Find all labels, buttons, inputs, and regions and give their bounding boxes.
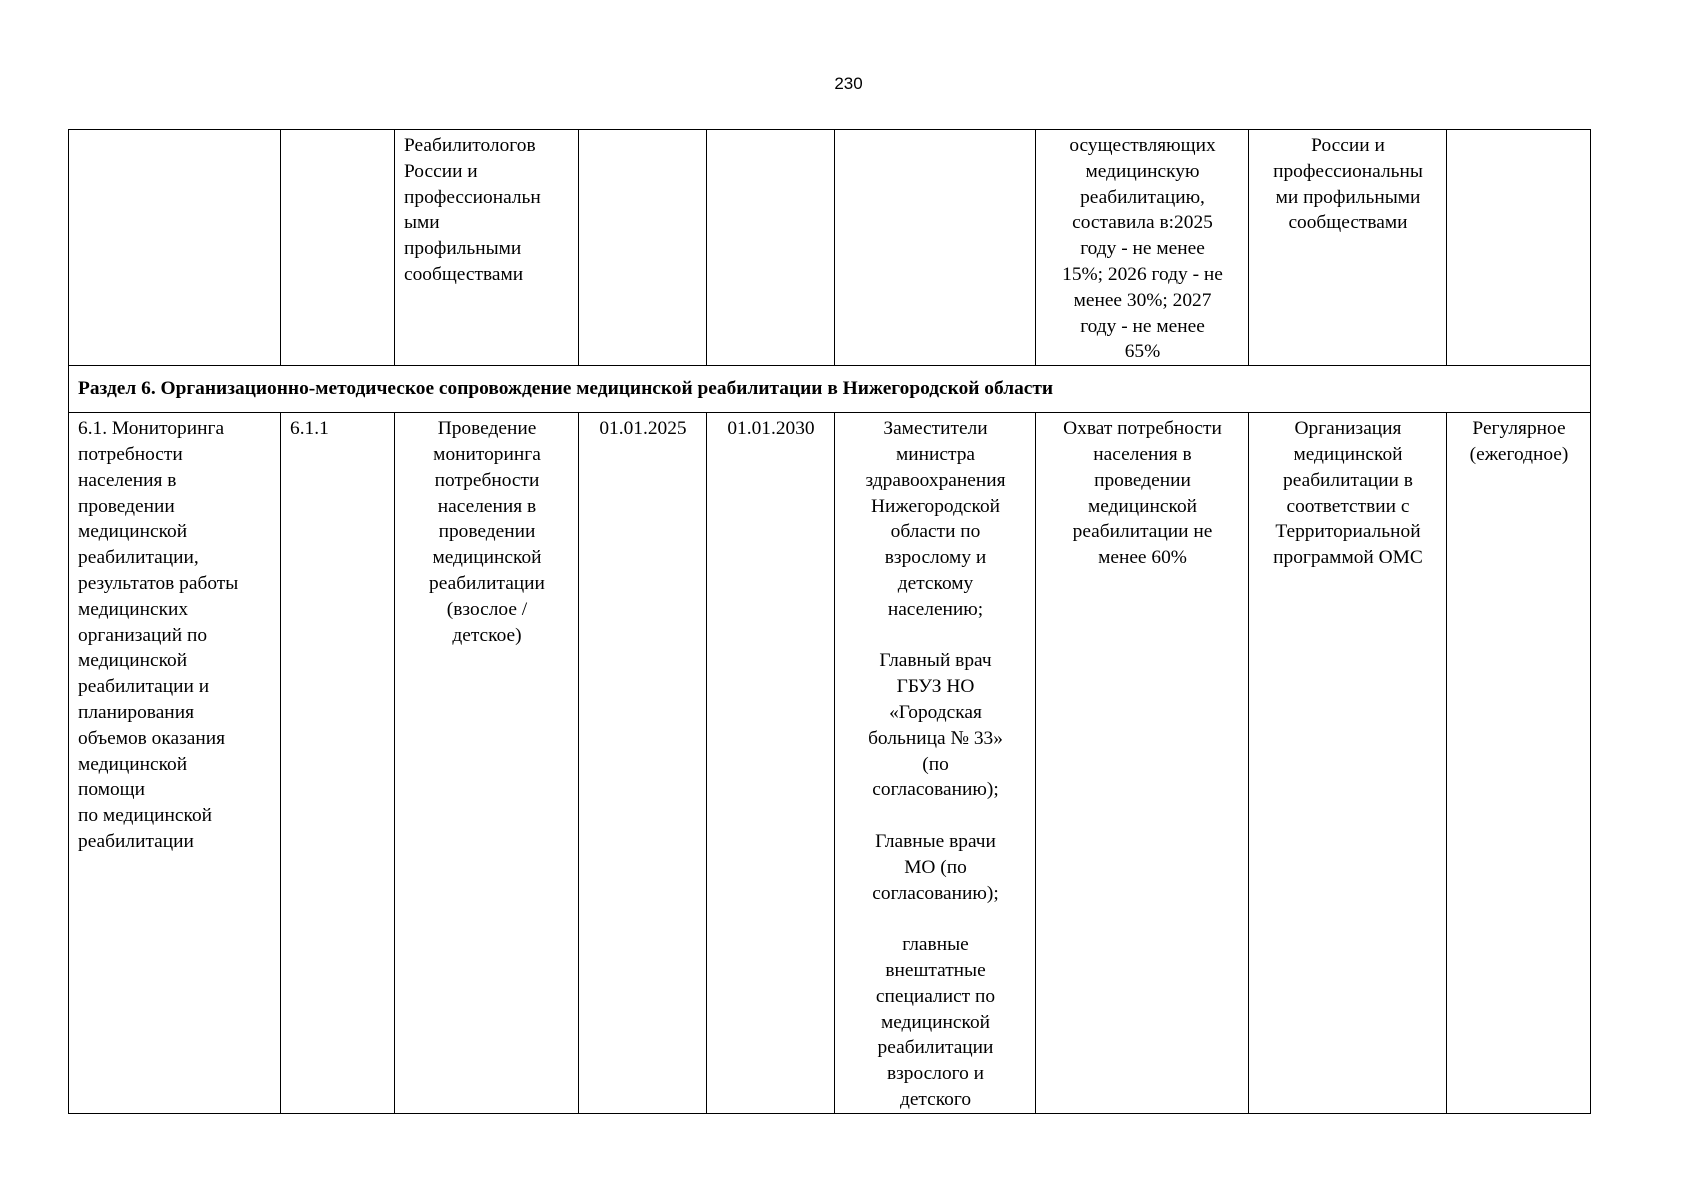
table-cell bbox=[835, 130, 1036, 366]
table-cell bbox=[579, 130, 707, 366]
number-cell: 6.1.1 bbox=[281, 413, 395, 1114]
section-title: Раздел 6. Организационно-методическое сопровождение медицинской реабилитации в Нижегородской области bbox=[69, 366, 1591, 413]
table-cell: осуществляющих медицинскую реабилитацию, составила в:2025 году - не менее 15%; 2026 году - не менее 30%; 2027 году - не менее 65% bbox=[1036, 130, 1249, 366]
activity-cell: Проведение мониторинга потребности населения в проведении медицинской реабилитации (взослое / детское) bbox=[395, 413, 579, 1114]
table-row-continuation bbox=[69, 130, 1591, 366]
table-cell bbox=[281, 130, 395, 366]
table-cell bbox=[69, 130, 281, 366]
responsible-cell: Заместители министра здравоохранения Нижегородской области по взрослому и детскому населению; Главный врач ГБУЗ НО «Городская больница № 33» (по согласованию); Главные врачи МО (по согласованию); главные внештатные специалист по медицинской реабилитации взрослого и детского bbox=[835, 413, 1036, 1114]
end-date-cell: 01.01.2030 bbox=[707, 413, 835, 1114]
start-date-cell: 01.01.2025 bbox=[579, 413, 707, 1114]
table-cell: Реабилитологов России и профессиональн ыми профильными сообществами bbox=[395, 130, 579, 366]
frequency-cell: Регулярное (ежегодное) bbox=[1447, 413, 1591, 1114]
table-cell: России и профессиональны ми профильными сообществами bbox=[1249, 130, 1447, 366]
control-cell: Организация медицинской реабилитации в соответствии с Территориальной программой ОМС bbox=[1249, 413, 1447, 1114]
table-row bbox=[69, 413, 1591, 1114]
page-number: 230 bbox=[834, 74, 863, 93]
table-cell bbox=[707, 130, 835, 366]
measures-table bbox=[68, 129, 1591, 1114]
table-row-section bbox=[69, 366, 1591, 413]
result-cell: Охват потребности населения в проведении медицинской реабилитации не менее 60% bbox=[1036, 413, 1249, 1114]
table-cell bbox=[1447, 130, 1591, 366]
task-cell: 6.1. Мониторинга потребности населения в проведении медицинской реабилитации, результатов работы медицинских организаций по медицинской реабилитации и планирования объемов оказания медицинской помощи по медицинской реабилитации bbox=[69, 413, 281, 1114]
